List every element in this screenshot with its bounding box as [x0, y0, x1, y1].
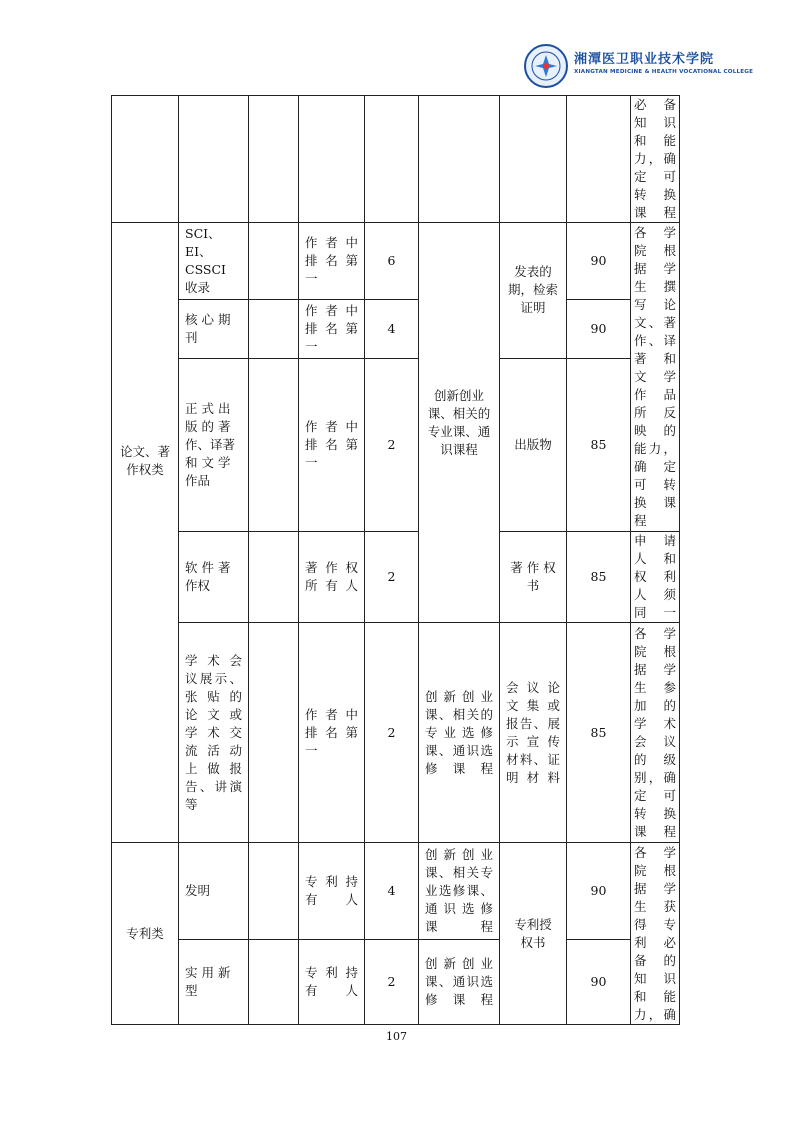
score-cell: 90 — [567, 300, 631, 359]
score-cell: 90 — [567, 843, 631, 940]
note-cell: 申 请 人 和 权 利 人 须 同一 — [634, 533, 676, 620]
role-cell: 著作权 所有人 — [299, 532, 365, 623]
material-cell: 出版物 — [500, 359, 567, 532]
course-cell: 创新创业 课、相关的 专业课、通 识课程 — [419, 223, 500, 623]
logo-english-name: XIANGTAN MEDICINE & HEALTH VOCATIONAL COLLEGE — [574, 69, 754, 75]
course-cell: 创新创业 课、相关专 业选修课、 通 识 选 修 课程 — [419, 843, 500, 940]
table-row — [112, 623, 680, 843]
item-cell: 核 心 期 刊 — [179, 300, 249, 359]
category-patents: 专利类 — [112, 843, 179, 1025]
credit-cell: 2 — [365, 532, 419, 623]
continuation-row — [112, 96, 680, 223]
table-row — [112, 359, 680, 532]
course-cell: 创新创业 课、通识选 修课程 — [419, 940, 500, 1025]
item-cell: 发明 — [179, 843, 249, 940]
credit-cell: 2 — [365, 940, 419, 1025]
material-cell: 专利授 权书 — [500, 843, 567, 1025]
table-row — [112, 843, 680, 940]
credit-cell: 4 — [365, 843, 419, 940]
course-cell: 创新创业 课、相关的 专业选修 课、通识选 修课程 — [419, 623, 500, 843]
category-papers: 论文、著 作权类 — [112, 223, 179, 843]
role-cell: 作者中 排名第 一 — [299, 300, 365, 359]
table-row — [112, 300, 680, 359]
material-cell: 会 议 论 文 集 或 报告、展 示 宣 传 材料、证 明材料 — [500, 623, 567, 843]
score-cell: 90 — [567, 223, 631, 300]
college-logo — [524, 44, 754, 90]
logo-chinese-name: 湘潭医卫职业技术学院 — [574, 52, 715, 67]
note-cell: 各 学 院 根 据 学 生 获 得 专 利 必 备 的 知 识 和 能 力，确 — [634, 844, 676, 1022]
item-cell: 学 术 会 议展示、 张 贴 的 论 文 或 学 术 交 流 活 动 上 做 报 告、讲演 等 — [179, 623, 249, 843]
score-cell: 85 — [567, 532, 631, 623]
table-row — [112, 940, 680, 1025]
score-cell: 85 — [567, 623, 631, 843]
item-cell: 正 式 出 版 的 著 作、译著 和 文 学 作品 — [179, 359, 249, 532]
page-number: 107 — [386, 1030, 407, 1043]
material-cell: 发表的 期，检索 证明 — [500, 223, 567, 359]
credit-conversion-table — [111, 95, 680, 1025]
item-cell: SCI、EI、 CSSCI 收录 — [179, 223, 249, 300]
role-cell: 专 利 持 有人 — [299, 940, 365, 1025]
score-cell: 85 — [567, 359, 631, 532]
credit-cell: 6 — [365, 223, 419, 300]
credit-cell: 4 — [365, 300, 419, 359]
college-emblem-icon — [524, 44, 568, 88]
continuation-note: 必 备 知 识 和 能 力，确 定 可 转 换 课程 — [634, 97, 676, 220]
role-cell: 作者中 排名第 一 — [299, 359, 365, 532]
item-cell: 实 用 新 型 — [179, 940, 249, 1025]
table-row — [112, 532, 680, 623]
role-cell: 作者中 排名第 一 — [299, 223, 365, 300]
credit-cell: 2 — [365, 359, 419, 532]
table-row — [112, 223, 680, 300]
score-cell: 90 — [567, 940, 631, 1025]
item-cell: 软 件 著 作权 — [179, 532, 249, 623]
credit-cell: 2 — [365, 623, 419, 843]
role-cell: 专 利 持 有人 — [299, 843, 365, 940]
note-cell: 各 学 院 根 据 学 生 参 加 的 学 术 会 议 的 级 别，确 定 可 转 换 课程 — [634, 625, 676, 839]
role-cell: 作者中 排名第 一 — [299, 623, 365, 843]
note-cell: 各 学 院 根 据 学 生 撰 写 论 文、著 作、译 著 和 文 学 作 品 所 反 映 的 能力， 确 定 可 转 换 课 程 — [634, 225, 676, 528]
material-cell: 著 作 权 书 — [500, 532, 567, 623]
